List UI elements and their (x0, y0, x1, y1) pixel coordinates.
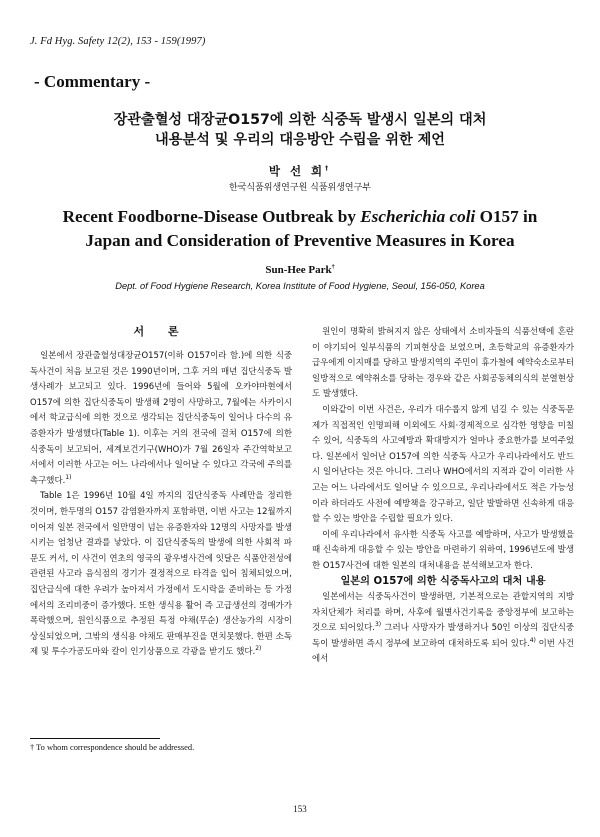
subsection-heading: 일본의 O157에 의한 식중독사고의 대처 내용 (340, 575, 546, 587)
right-paragraph-4-text-a: 일본에서는 식중독사건이 발생하면, 기본적으로는 관할지역의 지방자치단체가 처리를 하며, 사후에 월별사건기록을 중앙정부에 보고하는 것으로 되어있다. (312, 591, 574, 633)
right-paragraph-3: 이에 우리나라에서 유사한 식중독 사고를 예방하며, 사고가 발생했을 때 신속하게 대응할 수 있는 방안을 마련하기 위하여, 1996년도에 발생한 O157사건에 대한 일본의 대처내용을 분석해보고자 한다. (312, 528, 574, 570)
journal-citation: J. Fd Hyg. Safety 12(2), 153 - 159(1997) (30, 36, 206, 47)
left-paragraph-2-text: Table 1은 1996년 10월 4일 까지의 집단식중독 사례만을 정리한 것이며, 한두명의 O157 감염환자까지 포함하면, 이번 사고는 12월까지 이어져 일본 전국에서 일만명이 넘는 유증환자와 12명의 사망자를 발생시키는 엄청난 결과를 낳았다. 이 집단식중독의 발생에 의한 사회적 파문도 커서, 이 사건이 연초의 영국의 광우병사건에 잇달은 식품안전성에 관련된 사고라 음식점의 경기가 결정적으로 타격을 입어 침체되었으며, 집단급식에 대한 우려가 높아져서 가정에서 도시락을 준비하는 등 가정에서의 조리비중이 증가했다. 또한 생식용 활어 즉 고급생선의 경매가가 폭락했으며, 원인식품으로 추정된 특정 야채(무순) 생산농가의 시장이 상실되었으며, 그밖의 생식용 야채도 판매부진을 면치못했다. 한편 소독제 및 투수가공도마와 칼이 인기상품으로 각광을 받기도 했다. (30, 490, 292, 657)
reference-marker: 4) (529, 637, 536, 645)
right-paragraph-4-text-c: 이번 사건에서 (312, 637, 574, 664)
english-affiliation: Dept. of Food Hygiene Research, Korea Institute of Food Hygiene, Seoul, 156-050, Korea (115, 281, 485, 291)
reference-marker: 2) (255, 645, 262, 653)
right-paragraph-4 (312, 589, 574, 667)
introduction-heading: 서 론 (133, 325, 189, 338)
english-title-line-1 (0, 205, 600, 229)
english-title-part-2: O157 in (475, 207, 538, 226)
footnote-divider (30, 738, 160, 739)
reference-marker: 3) (374, 621, 382, 629)
korean-author-mark: † (325, 165, 332, 173)
english-title (0, 205, 600, 253)
footnote: † To whom correspondence should be addressed. (30, 743, 195, 752)
english-author-name: Sun-Hee Park (265, 264, 332, 276)
english-author (0, 264, 600, 276)
korean-title-line-1: 장관출혈성 대장균O157에 의한 식중독 발생시 일본의 대처 (113, 112, 487, 128)
korean-title-line-2: 내용분석 및 우리의 대응방안 수립을 위한 제언 (154, 132, 446, 148)
english-title-line-2: Japan and Consideration of Preventive Measures in Korea (85, 231, 515, 250)
korean-title (0, 110, 600, 150)
left-paragraph-1 (30, 348, 292, 488)
left-paragraph-2 (30, 488, 292, 660)
right-paragraph-4-text-b: 그러나 사망자가 발생하거나 50인 이상의 집단식중독이 발생하면 즉시 정부에 보고하여 대처하도록 되어 있다. (312, 622, 575, 648)
right-paragraph-2: 이와같이 이번 사건은, 우리가 대수롭지 않게 넘길 수 있는 식중독문제가 직접적인 인명피해 이외에도 사회·경제적으로 심각한 영향을 미칠 수 있어, 식중독의 사고예방과 확대방지가 얼마나 중요한가를 보여주었다. 일본에서 일어난 O157에 의한 식중독 사고가 우리나라에서도 반드시 일어난다는 것은 아니다. 그러나 WHO에서의 지적과 같이 이러한 사고는 어느 나라에서도 일어날 수 있으므로, 우리나라에서도 적은 가능성이라 하더라도 사전에 예방책을 강구하고, 일단 발발하면 신속하게 대응할 수 있는 방안을 수립할 필요가 있다. (312, 403, 574, 524)
page-number: 153 (293, 804, 307, 814)
english-author-mark: † (331, 264, 335, 271)
reference-marker: 1) (65, 473, 72, 481)
english-title-species: Escherichia coli (360, 207, 476, 226)
section-label: - Commentary - (34, 72, 151, 91)
left-column (30, 348, 292, 660)
korean-author (0, 163, 600, 179)
korean-affiliation: 한국식품위생연구원 식품위생연구부 (229, 183, 371, 193)
english-title-part-1: Recent Foodborne-Disease Outbreak by (62, 207, 361, 226)
right-paragraph-1: 원인이 명확히 밝혀지지 않은 상태에서 소비자들의 식품선택에 혼란이 야기되어 일부식품의 기피현상을 보였으며, 초등학교의 유증환자가 급우에게 이지매를 당하고 발생지역의 주민이 휴가철에 예약숙소로부터 일방적으로 예약취소를 당하는 경우와 같은 사회공동체의식의 분열현상도 발생했다. (312, 326, 574, 399)
right-column (312, 324, 574, 667)
left-paragraph-1-text: 일본에서 장관출혈성대장균O157(이하 O157이라 함.)에 의한 식중독사건이 처음 보고된 것은 1990년이며, 그후 거의 매년 집단식중독 발생사례가 보고되고 있다. 1996년에 들어와 5월에 오카야마현에서 O157에 의한 집단식중독이 발생해 2명이 사망하고, 7월에는 사카이시에서 학교급식에 의한 것으로 생각되는 집단식중독이 일어나 다수의 유증환자가 발생했다(Table 1). 이후는 거의 전국에 걸쳐 O157에 의한 식중독이 보고되어, 세계보건기구(WHO)가 7월 26일자 주간역학보고서에서 이러한 사고는 어느 나라에서나 일어날 수 있다고 각국에 주의를 촉구했다. (30, 350, 292, 485)
korean-author-name: 박 선 희 (268, 164, 326, 178)
